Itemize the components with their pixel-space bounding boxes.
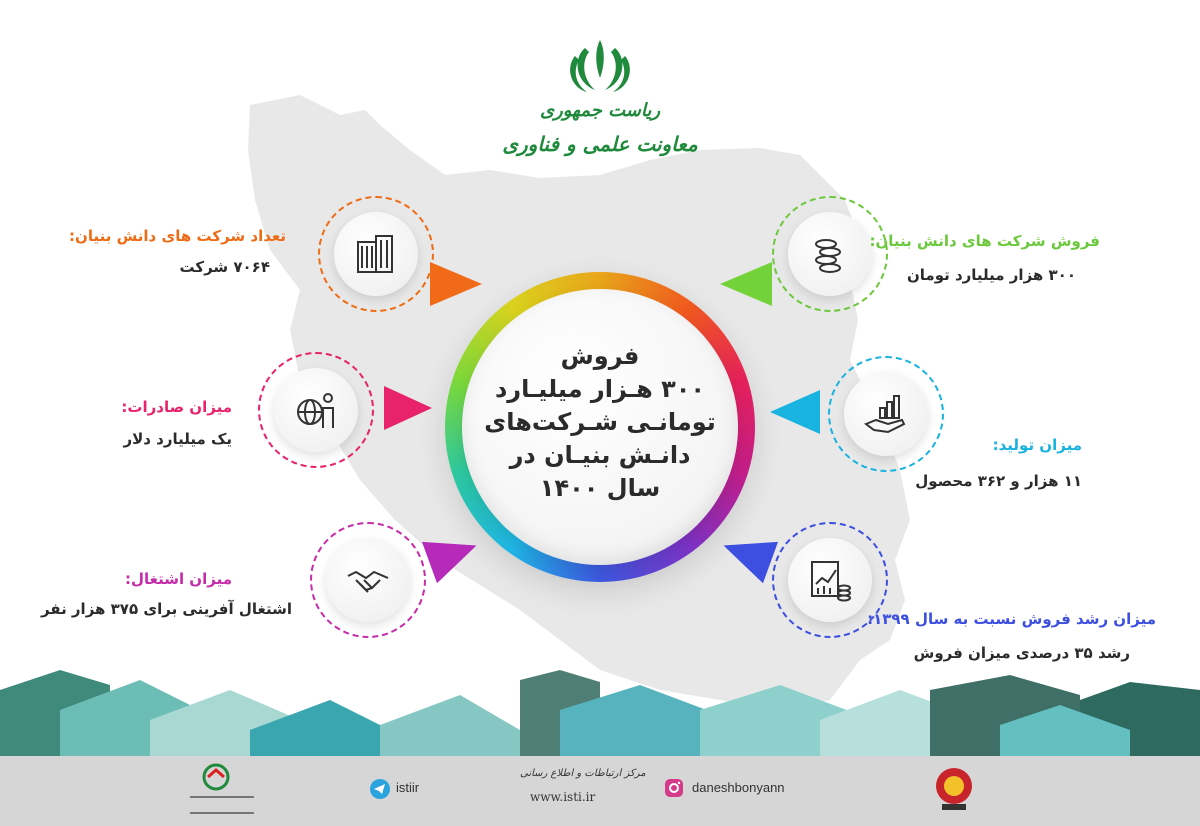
count-value: ۷۰۶۴ شرکت [179, 258, 270, 276]
center-headline [470, 340, 730, 505]
center-line-1: فروش [560, 342, 640, 370]
center-line-5: سال ۱۴۰۰ [539, 474, 661, 502]
center-logo-text: مرکز ارتباطات و اطلاع رسانی [520, 768, 646, 779]
growth-hand-icon [864, 392, 908, 436]
made-in-iran-logo-icon [932, 764, 976, 812]
exports-value: یک میلیارد دلار [123, 430, 232, 448]
website-link[interactable]: www.isti.ir [530, 790, 596, 804]
footer-bar [0, 756, 1200, 826]
logo-line-2: معاونت علمی و فناوری [502, 132, 698, 156]
emblem-icon [565, 38, 635, 94]
exports-title: میزان صادرات: [121, 398, 232, 416]
employment-title: میزان اشتغال: [124, 570, 232, 588]
growth-value: رشد ۳۵ درصدی میزان فروش [913, 644, 1130, 662]
center-line-2: ۳۰۰ هـزار میلیـارد [494, 375, 706, 403]
employment-badge [310, 522, 426, 638]
instagram-icon[interactable] [664, 778, 684, 798]
count-title: تعداد شرکت های دانش بنیان: [69, 227, 286, 245]
center-line-3: تومانـی شـرکت‌های [484, 408, 716, 436]
coins-icon [808, 232, 852, 276]
sales-badge [772, 196, 888, 312]
production-value: ۱۱ هزار و ۳۶۲ محصول [915, 472, 1082, 490]
arrow-exports [384, 386, 432, 430]
sales-value: ۳۰۰ هزار میلیارد تومان [906, 266, 1076, 284]
telegram-handle[interactable]: istiir [396, 780, 420, 795]
arrow-sales [720, 262, 772, 306]
arrow-count [430, 262, 482, 306]
report-chart-icon [808, 558, 852, 602]
left-logo-caption [190, 796, 254, 814]
growth-title: میزان رشد فروش نسبت به سال ۱۳۹۹: [867, 610, 1156, 628]
sales-title: فروش شرکت های دانش بنیان: [869, 232, 1100, 250]
handshake-icon [346, 558, 390, 602]
production-title: میزان تولید: [992, 436, 1082, 454]
employment-value: اشتغال آفرینی برای ۳۷۵ هزار نفر [40, 600, 292, 618]
logo-line-1: ریاست جمهوری [539, 100, 661, 121]
decorative-mountains [0, 670, 1200, 760]
production-badge [828, 356, 944, 472]
center-line-4: دانـش بنیـان در [509, 441, 691, 469]
instagram-handle[interactable]: daneshbonyann [692, 780, 785, 795]
buildings-icon [354, 232, 398, 276]
count-badge [318, 196, 434, 312]
telegram-icon[interactable] [370, 779, 390, 799]
vice-presidency-logo-icon [196, 762, 236, 792]
globe-person-icon [294, 388, 338, 432]
exports-badge [258, 352, 374, 468]
arrow-production [770, 390, 820, 434]
